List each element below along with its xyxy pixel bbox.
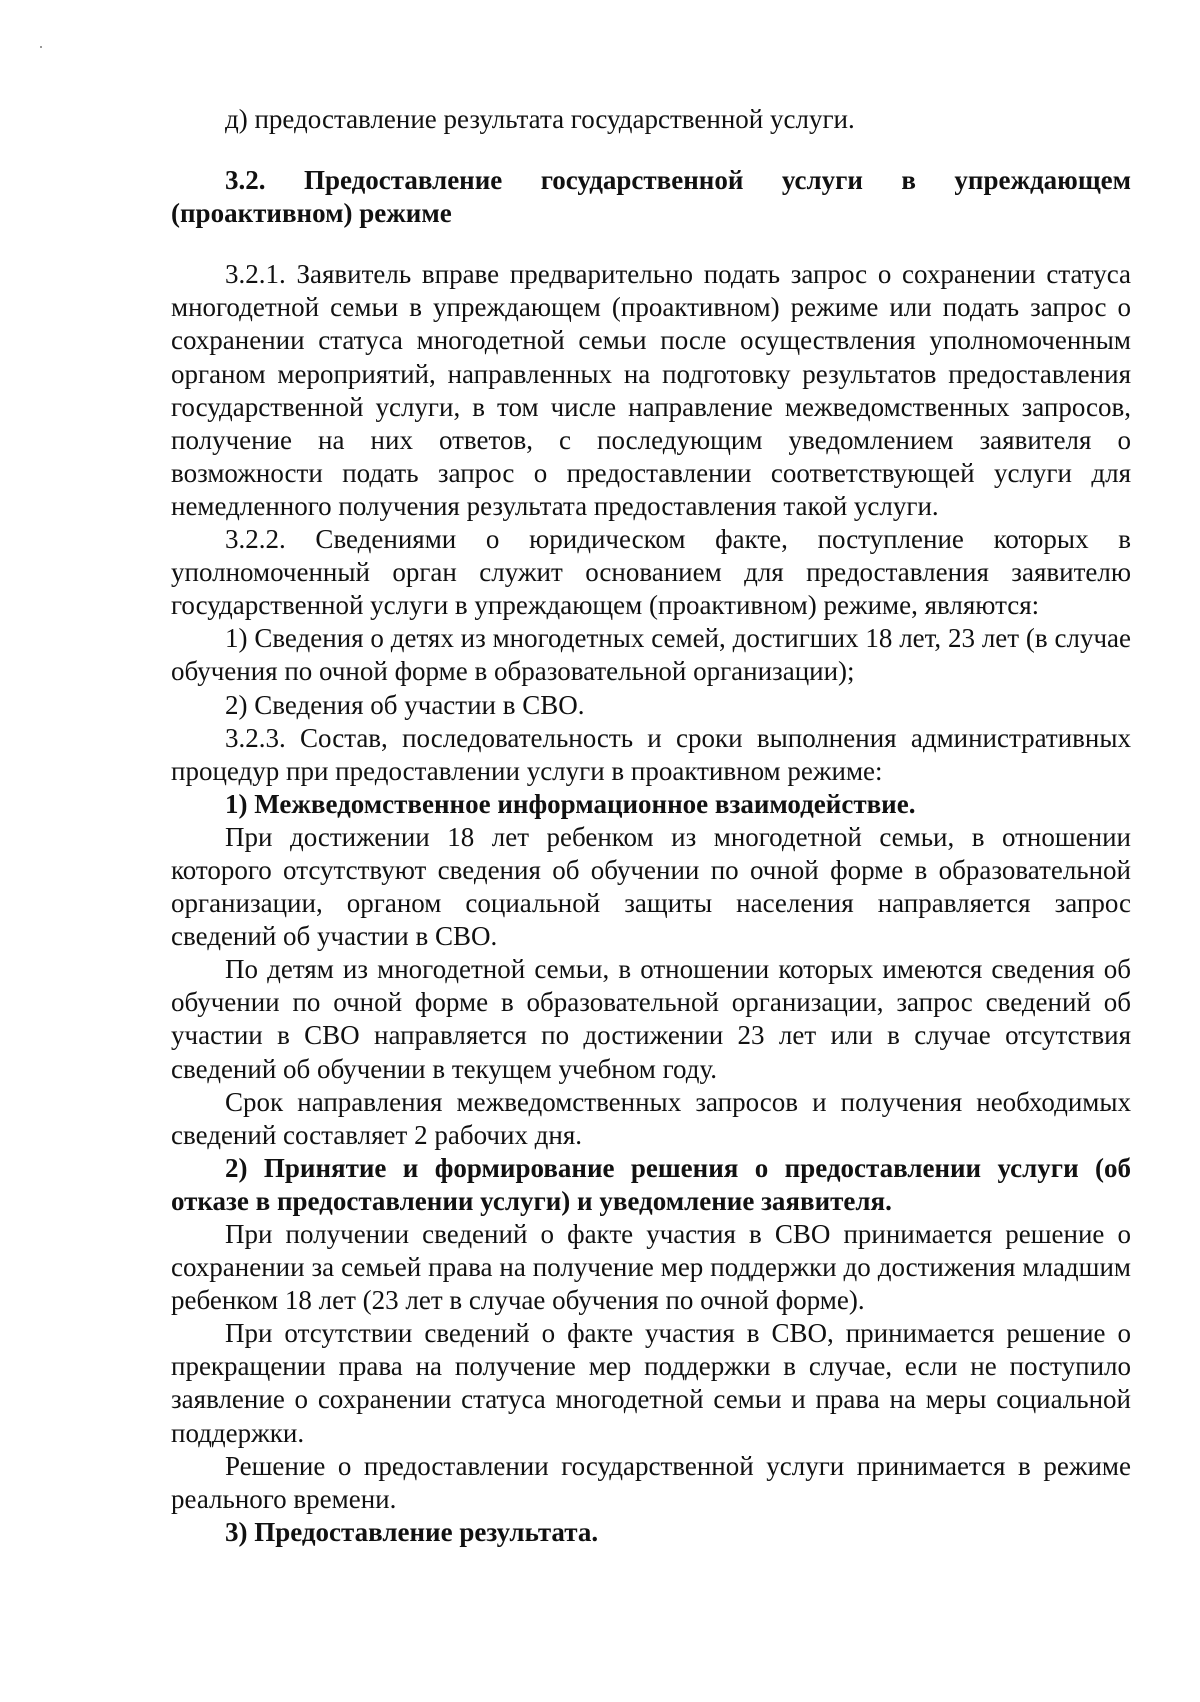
paragraph-3-2-1: 3.2.1. Заявитель вправе предварительно подать запрос о сохранении статуса многодетной семьи в упреждающем (проактивном) режиме или подать запрос о сохранении статуса многодетной семьи после осуществления уполномоченным органом мероприятий, направленных на подготовку результатов предоставления государственной услуги, в том числе направление межведомственных запросов, получение на них ответов, с последующим уведомлением заявителя о возможности подать запрос о предоставлении соответствующей услуги для немедленного получения результата предоставления такой услуги. (171, 259, 1131, 521)
list-item-1: 1) Сведения о детях из многодетных семей, достигших 18 лет, 23 лет (в случае обучения по очной форме в образовательной организации); (171, 623, 1131, 687)
paragraph-step-2-c: Решение о предоставлении государственной услуги принимается в режиме реального времени. (171, 1450, 1131, 1514)
document-page (171, 103, 1131, 1549)
section-heading-3-2: 3.2. Предоставление государственной услуги в упреждающем (проактивном) режиме (171, 165, 1131, 229)
paragraph-step-2-b: При отсутствии сведений о факте участия в СВО, принимается решение о прекращении права на получение мер поддержки в случае, если не поступило заявление о сохранении статуса многодетной семьи и права на меры социальной поддержки. (171, 1318, 1131, 1448)
paragraph-3-2-3: 3.2.3. Состав, последовательность и сроки выполнения административных процедур при предоставлении услуги в проактивном режиме: (171, 722, 1131, 786)
subheading-step-2: 2) Принятие и формирование решения о предоставлении услуги (об отказе в предоставлении услуги) и уведомление заявителя. (171, 1152, 1131, 1216)
paragraph-step-1-a: При достижении 18 лет ребенком из многодетной семьи, в отношении которого отсутствуют сведения об обучении по очной форме в образовательной организации, органом социальной защиты населения направляется запрос сведений об участии в СВО. (171, 821, 1131, 952)
paragraph-item-d: д) предоставление результата государственной услуги. (225, 104, 855, 134)
subheading-step-1: 1) Межведомственное информационное взаимодействие. (225, 788, 916, 819)
paragraph-3-2-2: 3.2.2. Сведениями о юридическом факте, поступление которых в уполномоченный орган служит основанием для предоставления заявителю государственной услуги в упреждающем (проактивном) режиме, являются: (171, 524, 1131, 621)
paragraph-step-1-b: По детям из многодетной семьи, в отношении которых имеются сведения об обучении по очной форме в образовательной организации, запрос сведений об участии в СВО направляется по достижении 23 лет или в случае отсутствия сведений об обучении в текущем учебном году. (171, 954, 1131, 1084)
list-item-2: 2) Сведения об участии в СВО. (225, 689, 585, 720)
paragraph-step-1-c: Срок направления межведомственных запросов и получения необходимых сведений составляет 2 рабочих дня. (171, 1086, 1131, 1150)
subheading-step-3: 3) Предоставление результата. (225, 1516, 599, 1547)
scan-speck (40, 46, 42, 48)
paragraph-step-2-a: При получении сведений о факте участия в СВО принимается решение о сохранении за семьей права на получение мер поддержки до достижения младшим ребенком 18 лет (23 лет в случае обучения по очной форме). (171, 1219, 1131, 1316)
